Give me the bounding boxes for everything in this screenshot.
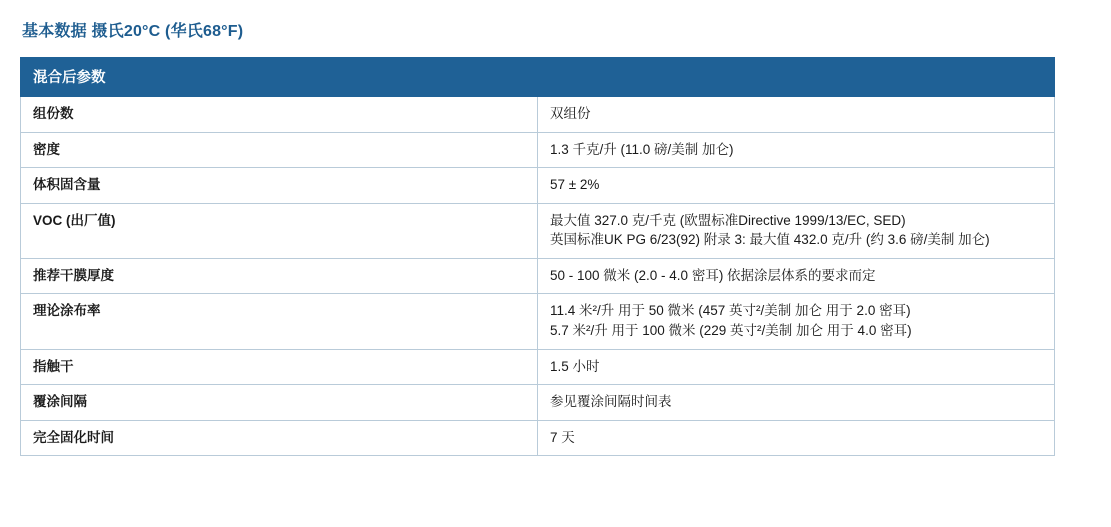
- table-row: [21, 294, 1055, 349]
- row-label: VOC (出厂值): [21, 203, 538, 258]
- table-row: [21, 385, 1055, 421]
- row-label: 完全固化时间: [21, 420, 538, 456]
- table-row: [21, 258, 1055, 294]
- row-label: 理论涂布率: [21, 294, 538, 349]
- row-value: [538, 258, 1055, 294]
- value-line: 双组份: [550, 106, 591, 121]
- row-value: [538, 132, 1055, 168]
- row-value: [538, 168, 1055, 204]
- table-row: [21, 97, 1055, 133]
- row-value: [538, 97, 1055, 133]
- row-value: [538, 385, 1055, 421]
- table-row: [21, 349, 1055, 385]
- row-value: [538, 420, 1055, 456]
- value-line: 7 天: [550, 429, 575, 445]
- row-value: [538, 349, 1055, 385]
- value-line: 最大值 327.0 克/千克 (欧盟标准Directive 1999/13/EC, SED): [550, 212, 906, 228]
- value-line: 11.4 米²/升 用于 50 微米 (457 英寸²/美制 加仑 用于 2.0 密耳): [550, 303, 911, 319]
- row-label: 体积固含量: [21, 168, 538, 204]
- table-header-label: 混合后参数: [21, 58, 1055, 97]
- table-row: [21, 420, 1055, 456]
- row-label: 推荐干膜厚度: [21, 258, 538, 294]
- row-label: 组份数: [21, 97, 538, 133]
- value-line: 50 - 100 微米 (2.0 - 4.0 密耳) 依据涂层体系的要求而定: [550, 267, 876, 283]
- table-row: [21, 168, 1055, 204]
- table-body: [21, 58, 1055, 456]
- page-title: 基本数据 摄氏20°C (华氏68°F): [22, 23, 244, 40]
- value-line: 5.7 米²/升 用于 100 微米 (229 英寸²/美制 加仑 用于 4.0 密耳): [550, 322, 912, 338]
- table-row: [21, 203, 1055, 258]
- row-label: 指触干: [21, 349, 538, 385]
- value-line: 57 ± 2%: [550, 177, 600, 193]
- basic-data-table: [20, 57, 1055, 456]
- value-line: 参见覆涂间隔时间表: [550, 394, 672, 410]
- value-line: 1.5 小时: [550, 358, 600, 374]
- row-value: [538, 294, 1055, 349]
- table-header-row: [21, 58, 1055, 97]
- value-line: 1.3 千克/升 (11.0 磅/美制 加仑): [550, 141, 734, 157]
- table-row: [21, 132, 1055, 168]
- row-value: [538, 203, 1055, 258]
- row-label: 覆涂间隔: [21, 385, 538, 421]
- value-line: 英国标准UK PG 6/23(92) 附录 3: 最大值 432.0 克/升 (约 3.6 磅/美制 加仑): [550, 232, 990, 248]
- row-label: 密度: [21, 132, 538, 168]
